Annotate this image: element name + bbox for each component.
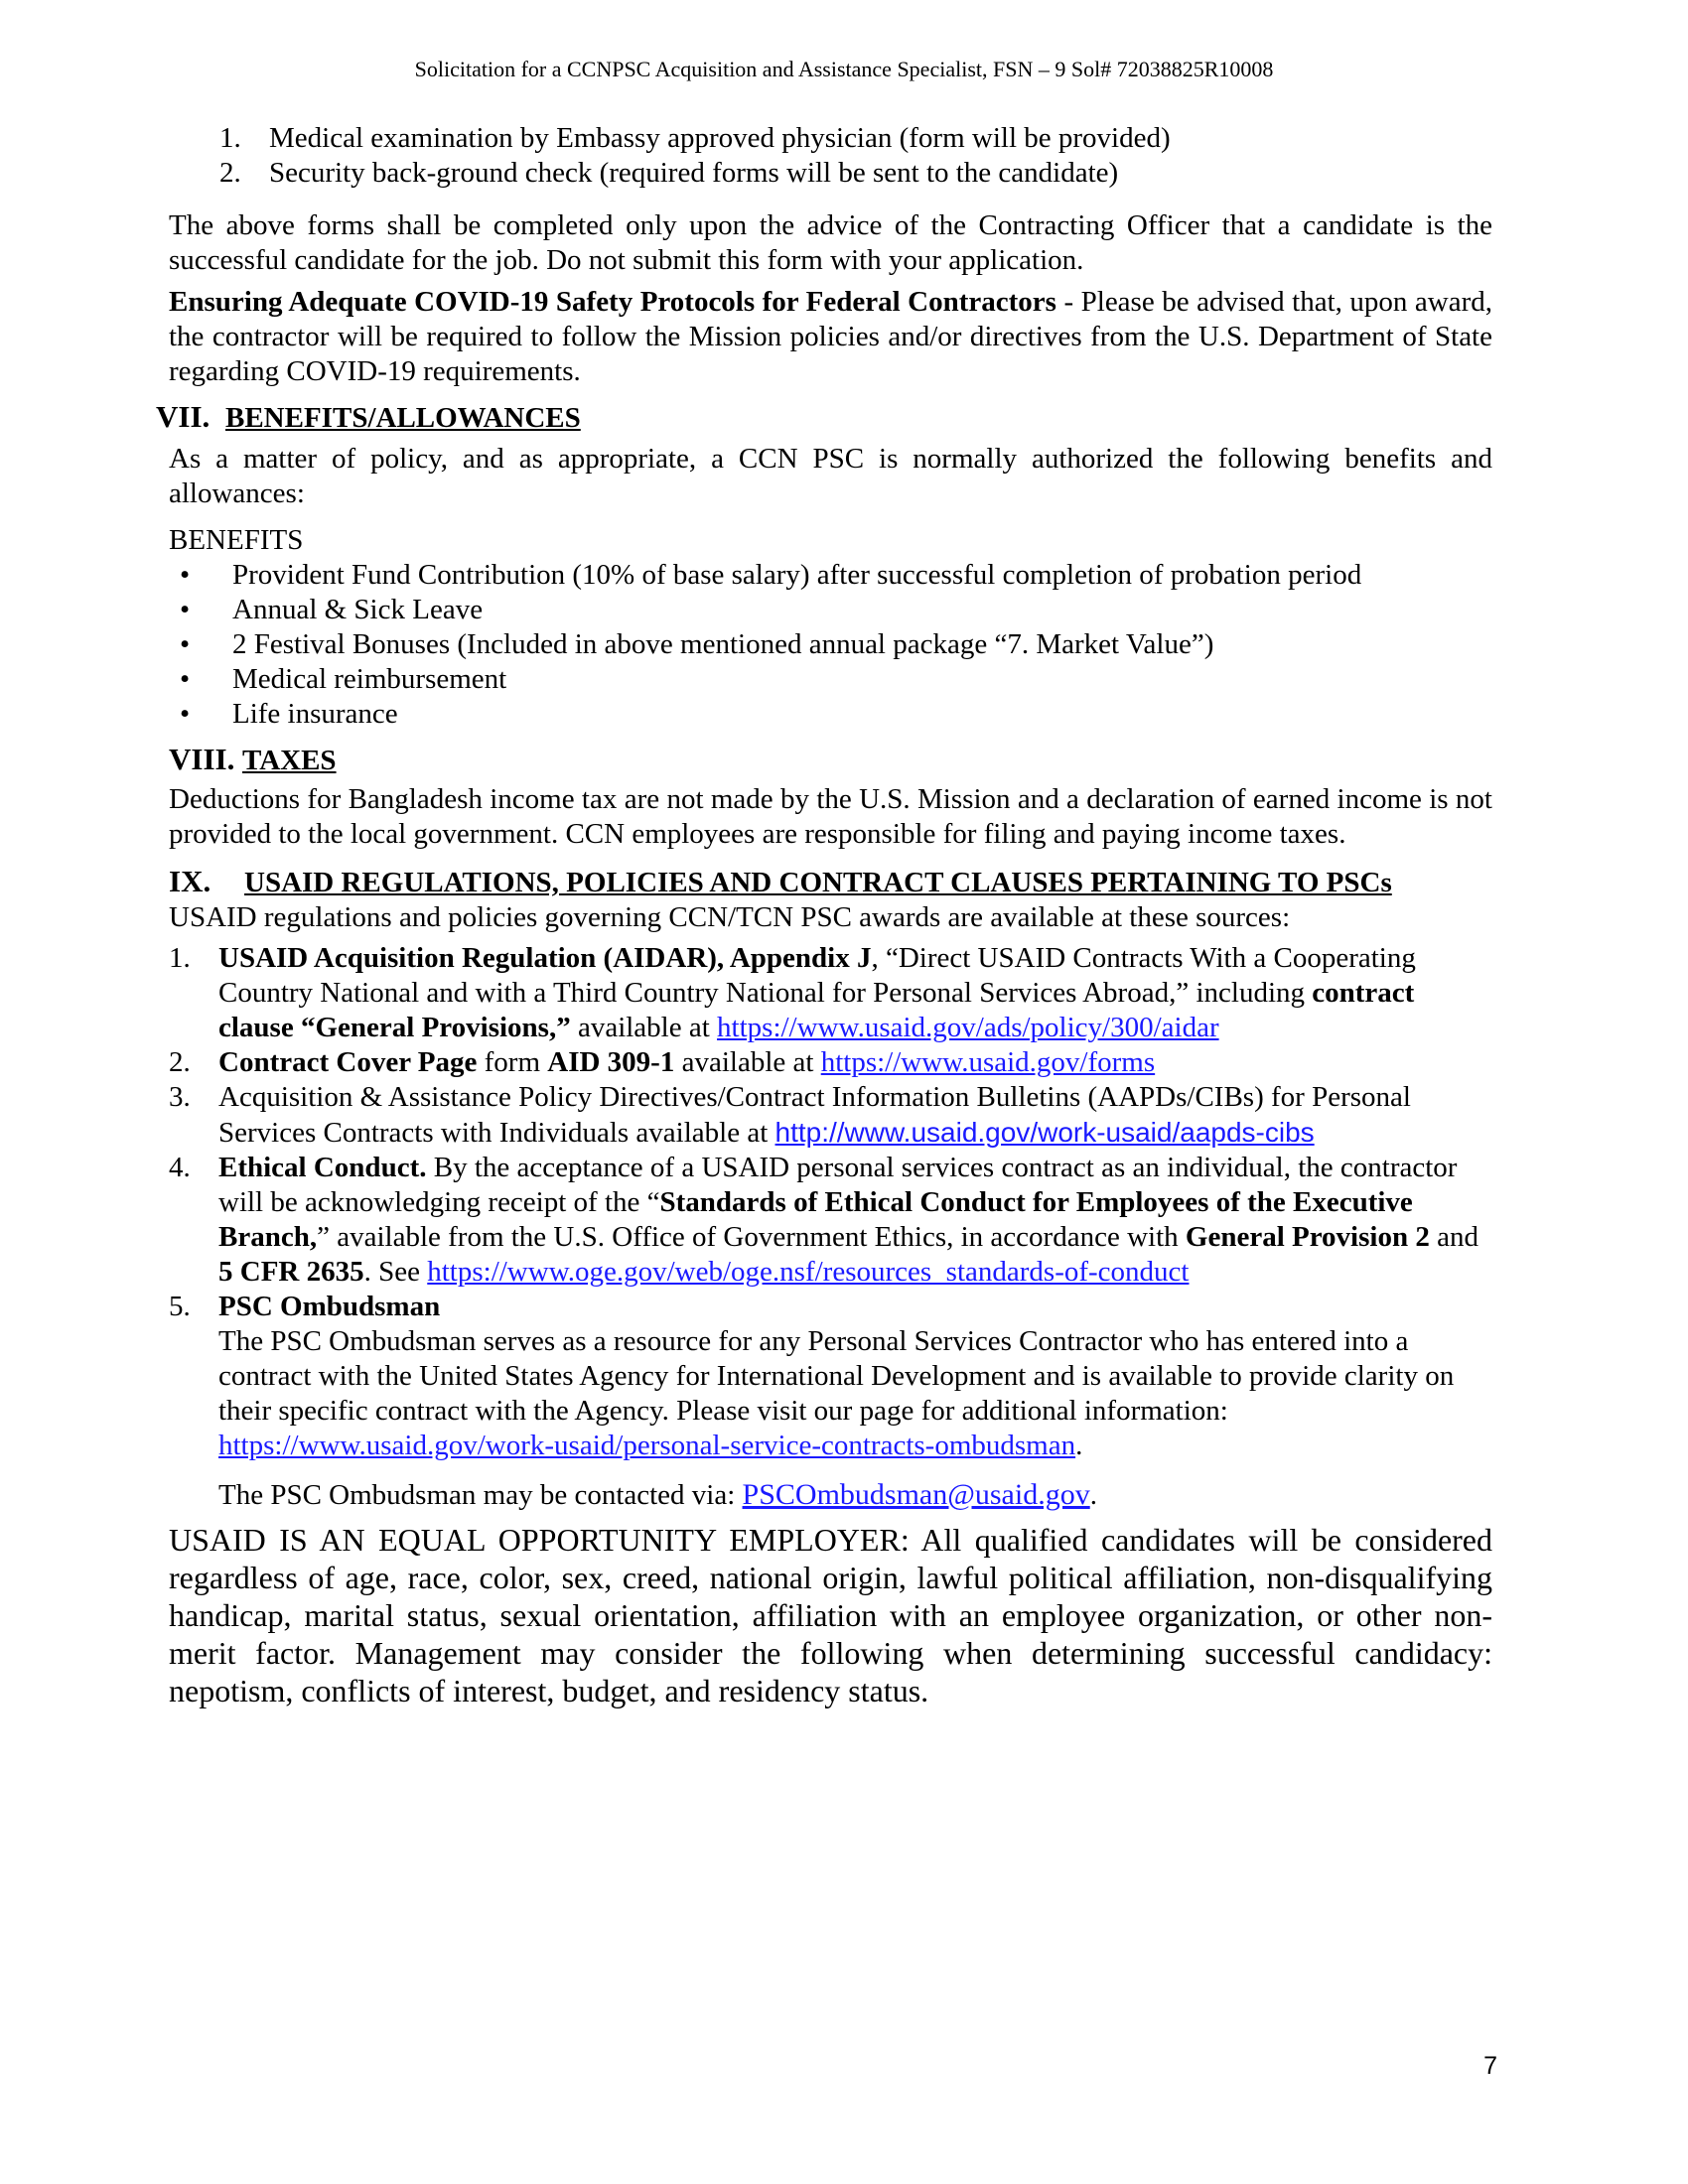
- list-text: [218, 1290, 1492, 1513]
- requirements-list: [169, 121, 1492, 191]
- covid-text: - Please be advised that, upon award, the contractor will be required to follow the Mission policies and/or directives from the U.S. Department of State regarding COVID-19 requirements.: [169, 286, 1493, 387]
- list-item: [169, 593, 1492, 627]
- cover-page-title: Contract Cover Page: [218, 1046, 478, 1078]
- page-header: Solicitation for a CCNPSC Acquisition and Assistance Specialist, FSN – 9 Sol# 72038825R10008: [414, 57, 1274, 81]
- form-text: form: [477, 1046, 548, 1078]
- aidar-link[interactable]: https://www.usaid.gov/ads/policy/300/aidar: [717, 1012, 1219, 1043]
- ombudsman-contact: [218, 1477, 1492, 1513]
- cfr-reference: 5 CFR 2635: [218, 1256, 364, 1288]
- bullet-icon: •: [180, 628, 191, 660]
- benefits-label: BENEFITS: [169, 524, 304, 556]
- ethical-conduct-title: Ethical Conduct.: [218, 1152, 427, 1183]
- bullet-icon: •: [180, 594, 191, 625]
- available-text: available at: [674, 1046, 821, 1078]
- section-title: TAXES: [242, 745, 337, 776]
- benefits-list: [169, 558, 1492, 732]
- list-number: 1.: [219, 122, 241, 154]
- list-item: [169, 1080, 1492, 1151]
- page-number: 7: [1483, 2052, 1497, 2080]
- benefit-text: 2 Festival Bonuses (Included in above mentioned annual package “7. Market Value”): [232, 628, 1214, 660]
- list-item: [169, 1290, 1492, 1513]
- section-vii-heading: [156, 399, 1492, 436]
- list-number: 5.: [169, 1291, 191, 1322]
- section-title: USAID REGULATIONS, POLICIES AND CONTRACT CLAUSES PERTAINING TO PSCs: [244, 867, 1392, 898]
- list-number: 4.: [169, 1152, 191, 1183]
- equal-opportunity-statement: USAID IS AN EQUAL OPPORTUNITY EMPLOYER: All qualified candidates will be considered regardless of age, race, color, sex, creed, national origin, lawful political affiliation, non-disqualifying handicap, marital status, sexual orientation, affiliation with an employee organization, or other non-merit factor. Management may consider the following when determining successful candidacy: nepotism, conflicts of interest, budget, and residency status.: [169, 1522, 1492, 1708]
- section-number: VII.: [156, 399, 211, 434]
- regulations-list: [169, 941, 1492, 1513]
- list-item: [169, 1045, 1492, 1080]
- regulations-intro: USAID regulations and policies governing CCN/TCN PSC awards are available at these sources:: [169, 901, 1291, 933]
- contract-clause-title: contract clause “General Provisions,”: [218, 977, 1415, 1043]
- ethical-text: and: [1429, 1221, 1478, 1253]
- benefit-text: Provident Fund Contribution (10% of base salary) after successful completion of probation period: [232, 559, 1362, 591]
- form-number: AID 309-1: [547, 1046, 675, 1078]
- bullet-icon: •: [180, 663, 191, 695]
- page-content: [156, 121, 1493, 1709]
- list-item: [169, 1151, 1492, 1290]
- forms-link[interactable]: https://www.usaid.gov/forms: [820, 1046, 1156, 1078]
- section-number: IX.: [169, 864, 211, 898]
- forms-note: The above forms shall be completed only upon the advice of the Contracting Officer that a candidate is the successful candidate for the job. Do not submit this form with your application.: [169, 209, 1492, 276]
- contact-text: The PSC Ombudsman may be contacted via:: [218, 1479, 743, 1511]
- list-item: [169, 941, 1492, 1045]
- list-text: [218, 1151, 1492, 1290]
- list-text: Security back-ground check (required forms will be sent to the candidate): [269, 157, 1119, 189]
- list-text: [218, 1080, 1492, 1151]
- ethical-text: By the acceptance of a USAID personal services contract as an individual, the contractor will be acknowledging receipt of the “: [218, 1152, 1458, 1218]
- benefits-intro: As a matter of policy, and as appropriate, a CCN PSC is normally authorized the following benefits and allowances:: [169, 443, 1492, 509]
- list-text: [218, 1045, 1492, 1080]
- aapds-text: Acquisition & Assistance Policy Directives/Contract Information Bulletins (AAPDs/CIBs) for Personal Services Contracts with Individuals available at: [218, 1081, 1411, 1149]
- covid-paragraph: [169, 285, 1492, 389]
- covid-title: Ensuring Adequate COVID-19 Safety Protocols for Federal Contractors: [169, 286, 1056, 318]
- list-item: [169, 121, 1492, 156]
- aidar-text: , “Direct USAID Contracts With a Cooperating Country National and with a Third Country National for Personal Services Abroad,” including: [218, 942, 1416, 1009]
- available-text: available at: [570, 1012, 718, 1043]
- section-ix-heading: [169, 864, 1492, 900]
- aapds-cibs-link[interactable]: http://www.usaid.gov/work-usaid/aapds-cibs: [774, 1117, 1315, 1148]
- section-number: VIII.: [169, 742, 235, 776]
- period: .: [1089, 1479, 1097, 1511]
- taxes-text: Deductions for Bangladesh income tax are not made by the U.S. Mission and a declaration of earned income is not provided to the local government. CCN employees are responsible for filing and paying income taxes.: [169, 783, 1492, 850]
- list-number: 1.: [169, 942, 191, 974]
- list-item: [169, 662, 1492, 697]
- section-viii-heading: [169, 742, 1492, 778]
- list-text: Medical examination by Embassy approved physician (form will be provided): [269, 122, 1171, 154]
- ombudsman-title: PSC Ombudsman: [218, 1291, 441, 1322]
- list-text: [218, 941, 1492, 1045]
- ombudsman-link[interactable]: https://www.usaid.gov/work-usaid/personal-service-contracts-ombudsman: [218, 1430, 1076, 1461]
- bullet-icon: •: [180, 559, 191, 591]
- period: .: [1075, 1430, 1083, 1461]
- ombudsman-email-link[interactable]: PSCOmbudsman@usaid.gov: [742, 1478, 1090, 1511]
- ethical-text: ” available from the U.S. Office of Government Ethics, in accordance with: [317, 1221, 1186, 1253]
- standards-title: Standards of Ethical Conduct for Employees of the Executive Branch,: [218, 1186, 1413, 1253]
- oge-link[interactable]: https://www.oge.gov/web/oge.nsf/resources_standards-of-conduct: [427, 1256, 1190, 1288]
- ethical-text: . See: [363, 1256, 428, 1288]
- ombudsman-text: The PSC Ombudsman serves as a resource for any Personal Services Contractor who has entered into a contract with the United States Agency for International Development and is available to provide clarity on their specific contract with the Agency. Please visit our page for additional information:: [218, 1325, 1455, 1427]
- section-title: BENEFITS/ALLOWANCES: [225, 402, 581, 434]
- list-item: [169, 697, 1492, 732]
- list-number: 2.: [219, 157, 241, 189]
- aidar-title: USAID Acquisition Regulation (AIDAR), Appendix J: [218, 942, 872, 974]
- bullet-icon: •: [180, 698, 191, 730]
- benefit-text: Medical reimbursement: [232, 663, 507, 695]
- list-item: [169, 156, 1492, 191]
- list-number: 3.: [169, 1081, 191, 1113]
- list-item: [169, 627, 1492, 662]
- benefit-text: Annual & Sick Leave: [232, 594, 484, 625]
- benefit-text: Life insurance: [232, 698, 398, 730]
- general-provision: General Provision 2: [1185, 1221, 1430, 1253]
- list-number: 2.: [169, 1046, 191, 1078]
- list-item: [169, 558, 1492, 593]
